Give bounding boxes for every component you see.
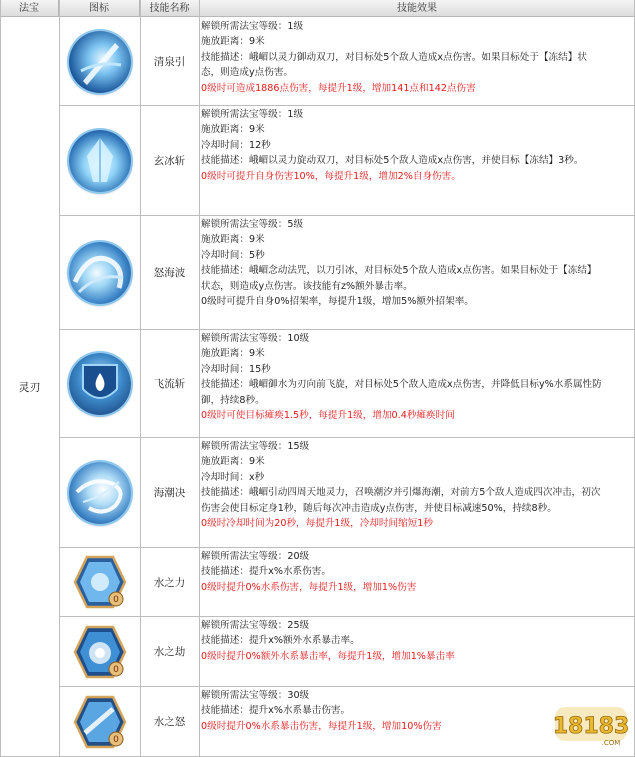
skill-icon-cell bbox=[59, 438, 140, 547]
skill-icon-cell bbox=[59, 330, 140, 437]
effect-line: 解锁所需法宝等级：10级 bbox=[201, 333, 310, 344]
ocean-wave-icon bbox=[69, 242, 131, 304]
effect-line: 解锁所需法宝等级：15级 bbox=[201, 441, 310, 452]
skill-icon-cell bbox=[59, 106, 140, 215]
skill-name: 水之劫 bbox=[153, 646, 186, 658]
effect-line: 冷却时间：12秒 bbox=[201, 139, 271, 151]
skill-name: 怒海波 bbox=[153, 267, 186, 279]
skill-name: 清泉引 bbox=[153, 56, 186, 68]
skill-name: 水之怒 bbox=[153, 716, 186, 728]
header-skill-name: 技能名称 bbox=[140, 0, 200, 17]
water-drop-shield-icon bbox=[69, 353, 131, 415]
water-fury-icon bbox=[73, 695, 127, 749]
effect-line: 技能描述：提升x%水系暴击伤害。 bbox=[201, 705, 351, 717]
effect-line: 施放距离：9米 bbox=[201, 124, 265, 136]
effect-line: 冷却时间：5秒 bbox=[201, 249, 265, 261]
watermark-sub: .COM bbox=[601, 739, 621, 747]
effect-line: 施放距离：9米 bbox=[201, 348, 265, 360]
level-badge: 0 bbox=[112, 734, 119, 745]
effect-line: 施放距离：9米 bbox=[201, 36, 265, 48]
effect-line: 技能描述：峨嵋引动四周天地灵力，召唤潮汐并引爆海潮，对前方5个敌人造成四次冲击，初次 bbox=[201, 487, 601, 499]
level-badge: 0 bbox=[112, 664, 119, 675]
effect-line: 态，则造成y点伤害。 bbox=[201, 67, 294, 79]
skill-effect bbox=[200, 216, 633, 309]
header-fabao: 法宝 bbox=[0, 0, 59, 17]
water-blade-icon bbox=[69, 31, 131, 93]
skill-name: 飞流斩 bbox=[153, 378, 186, 390]
effect-line: 冷却时间：x秒 bbox=[201, 471, 265, 483]
effect-line-highlight: 0级时可使目标瘫痪1.5秒，每提升1级，增加0.4秒瘫痪时间 bbox=[201, 410, 455, 422]
effect-line-highlight: 0级时提升0%水系伤害，每提升1级，增加1%伤害 bbox=[201, 581, 417, 593]
effect-line: 技能描述：峨嵋御水为刃向前飞旋，对目标处5个敌人造成x点伤害，并降低目标y%水系属性防 bbox=[201, 379, 602, 391]
effect-line: 技能描述：峨嵋以灵力御动双刀，对目标处5个敌人造成x点伤害。如果目标处于【冻结】状 bbox=[201, 51, 587, 63]
skill-icon-cell bbox=[59, 548, 140, 616]
skill-name: 海潮决 bbox=[153, 487, 186, 499]
effect-line: 技能描述：提升x%额外水系暴击率。 bbox=[201, 635, 360, 647]
skill-name: 玄冰斩 bbox=[153, 155, 186, 167]
effect-line: 解锁所需法宝等级：20级 bbox=[201, 551, 310, 562]
skill-effect bbox=[200, 548, 633, 595]
watermark-text: 18183 bbox=[552, 714, 630, 739]
level-badge: 0 bbox=[112, 595, 119, 605]
water-burst-icon bbox=[73, 625, 127, 679]
ice-crystal-icon bbox=[69, 130, 131, 192]
effect-line-highlight: 0级时可提升自身伤害10%，每提升1级，增加2%自身伤害。 bbox=[201, 170, 461, 182]
effect-line: 技能描述：峨嵋念动法咒，以刀引冰，对目标处5个敌人造成x点伤害。如果目标处于【冻结】 bbox=[201, 265, 597, 277]
header-icon: 图标 bbox=[59, 0, 140, 17]
effect-line: 技能描述：提升x%水系伤害。 bbox=[201, 566, 331, 578]
skill-icon-cell bbox=[59, 687, 140, 756]
effect-line-highlight: 0级时提升0%水系暴击伤害，每提升1级，增加10%伤害 bbox=[201, 720, 442, 732]
skill-effect bbox=[200, 18, 633, 96]
effect-line: 解锁所需法宝等级：30级 bbox=[201, 690, 310, 701]
effect-line: 技能描述：峨嵋以灵力旋动双刀，对目标处5个敌人造成x点伤害，并使目标【冻结】3秒。 bbox=[201, 155, 584, 167]
skill-icon-cell bbox=[59, 18, 140, 105]
skill-effect bbox=[200, 330, 633, 423]
skill-effect bbox=[200, 617, 633, 664]
effect-line: 施放距离：9米 bbox=[201, 234, 265, 246]
header-effect: 技能效果 bbox=[200, 0, 635, 17]
effect-line: 解锁所需法宝等级：5级 bbox=[201, 219, 304, 230]
effect-line: 解锁所需法宝等级：1级 bbox=[201, 21, 304, 32]
effect-line-highlight: 0级时提升0%额外水系暴击率，每提升1级，增加1%暴击率 bbox=[201, 650, 455, 662]
effect-line: 解锁所需法宝等级：25级 bbox=[201, 620, 310, 631]
effect-line: 0级时可提升自身0%招架率，每提升1级，增加5%额外招架率。 bbox=[201, 296, 474, 308]
skill-icon-cell bbox=[59, 216, 140, 329]
skill-effect bbox=[200, 106, 633, 184]
effect-line-highlight: 0级时可造成1886点伤害，每提升1级，增加141点和142点伤害 bbox=[201, 82, 476, 94]
site-watermark-logo bbox=[545, 697, 631, 751]
skill-effect bbox=[200, 438, 633, 531]
effect-line: 冷却时间：15秒 bbox=[201, 363, 271, 375]
effect-line: 御，持续8秒。 bbox=[201, 394, 265, 406]
tide-swirl-icon bbox=[69, 462, 131, 524]
effect-line-highlight: 0级时冷却时间为20秒，每提升1级，冷却时间缩短1秒 bbox=[201, 518, 433, 530]
effect-line: 状态，则造成y点伤害。该技能有z%额外暴击率。 bbox=[201, 280, 413, 292]
skill-name: 水之力 bbox=[153, 576, 186, 589]
effect-line: 伤害会使目标定身1秒，随后每次冲击造成y点伤害，并使目标减速50%，持续8秒。 bbox=[201, 502, 557, 514]
skill-icon-cell bbox=[59, 617, 140, 686]
water-power-icon bbox=[73, 555, 127, 609]
effect-line: 施放距离：9米 bbox=[201, 456, 265, 468]
fabao-name: 灵刃 bbox=[18, 381, 41, 394]
effect-line: 解锁所需法宝等级：1级 bbox=[201, 109, 304, 120]
